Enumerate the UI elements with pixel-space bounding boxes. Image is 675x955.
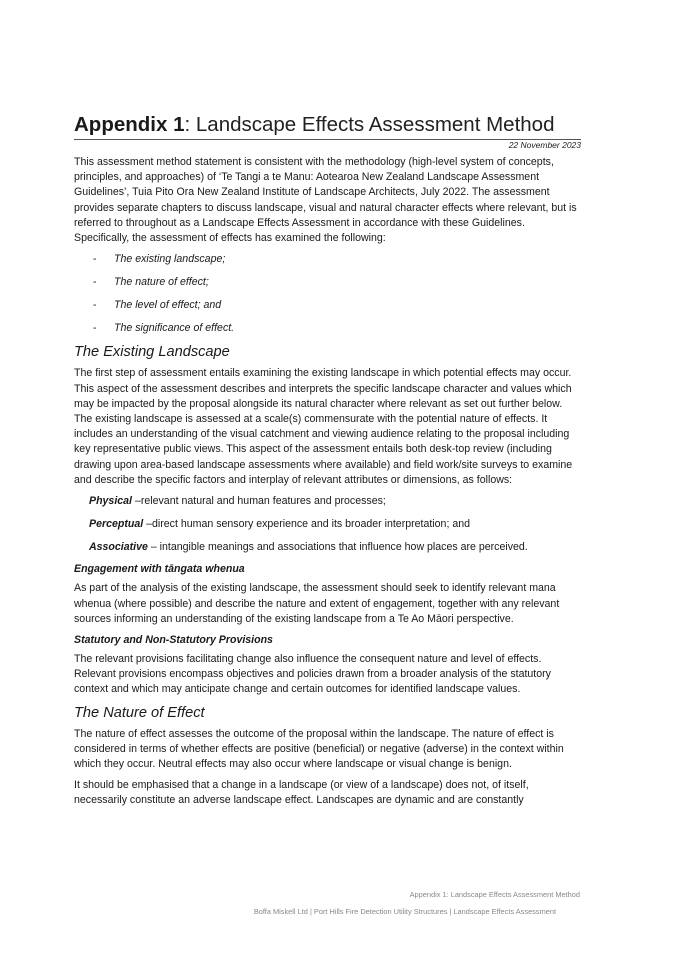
existing-landscape-heading: The Existing Landscape [74,344,230,361]
engagement-paragraph: As part of the analysis of the existing landscape, the assessment should seek to identify relevant mana whenua (where possible) and describe the nature and extent of engagement, together with any relevant sources informing an understanding of the existing landscape from a Te Ao Māori perspective. [74,582,560,625]
footer-section-title: Appendix 1: Landscape Effects Assessment Method [409,890,580,899]
dash-bullet: - [93,298,97,311]
attribute-term: Physical [89,495,132,508]
list-item [74,275,581,290]
dash-bullet: - [93,321,97,334]
attribute-desc: –direct human sensory experience and its broader interpretation; and [143,517,471,530]
page-title [74,112,581,138]
attribute-associative [89,540,581,555]
title-appendix-label: Appendix 1 [74,113,185,136]
document-body [74,155,581,815]
attribute-term: Associative [89,540,148,553]
attribute-term: Perceptual [89,517,144,530]
title-rule [74,139,581,140]
list-item [74,298,581,313]
nature-of-effect-heading: The Nature of Effect [74,704,205,721]
footer-document-title: Boffa Miskell Ltd | Port Hills Fire Detection Utility Structures | Landscape Effects Assessment [253,907,556,916]
attribute-perceptual [89,517,581,532]
statutory-paragraph: The relevant provisions facilitating change also influence the consequent nature and level of effects. Relevant provisions encompass objectives and policies drawn from a broader analysis of the statutory context and which may anticipate change and certain outcomes for identified landscape values. [74,653,551,696]
list-item-text: The nature of effect; [114,276,209,289]
dash-bullet: - [93,253,97,266]
attribute-desc: – intangible meanings and associations that influence how places are perceived. [147,540,528,553]
attribute-physical [89,494,581,509]
list-item-text: The level of effect; and [114,298,222,311]
assessment-steps-list [74,252,581,336]
nature-paragraph-2: It should be emphasised that a change in a landscape (or view of a landscape) does not, of itself, necessarily constitute an adverse landscape effect. Landscapes are dynamic and are constantly [74,779,529,807]
dash-bullet: - [93,276,97,289]
intro-paragraph: This assessment method statement is consistent with the methodology (high-level system of concepts, principles, and approaches) of ‘Te Tangi a te Manu: Aotearoa New Zealand Landscape Assessment Guidelines’, Tuia Pito Ora New Zealand Institute of Landscape Architects, July 2022. The assessment provides separate chapters to discuss landscape, visual and natural character effects where relevant, but is referred to throughout as a Landscape Effects Assessment in accordance with these Guidelines. Specifically, the assessment of effects has examined the following: [74,156,577,245]
list-item [74,321,581,336]
list-item-text: The significance of effect. [114,321,235,334]
attribute-desc: –relevant natural and human features and processes; [132,495,386,508]
existing-landscape-paragraph: The first step of assessment entails examining the existing landscape in which potential effects may occur. This aspect of the assessment describes and interprets the specific landscape character and values which may be impacted by the proposal alongside its natural character where relevant as set out further below. The existing landscape is assessed at a scale(s) commensurate with the potential nature of effects. It includes an understanding of the visual catchment and viewing audience relating to the proposal including key representative public views. This aspect of the assessment entails both desk-top review (including drawing upon area-based landscape assessments where available) and field work/site surveys to examine and describe the specific factors and interplay of relevant attributes or dimensions, as follows: [74,367,573,486]
engagement-heading: Engagement with tāngata whenua [74,563,245,576]
statutory-heading: Statutory and Non-Statutory Provisions [74,634,273,647]
document-date: 22 November 2023 [508,140,581,150]
list-item [74,252,581,267]
nature-paragraph-1: The nature of effect assesses the outcome of the proposal within the landscape. The nature of effect is considered in terms of whether effects are positive (beneficial) or negative (adverse) in the context within which they occur. Neutral effects may also occur where landscape or visual change is benign. [74,727,564,771]
list-item-text: The existing landscape; [114,253,226,266]
title-text: : Landscape Effects Assessment Method [184,113,555,136]
